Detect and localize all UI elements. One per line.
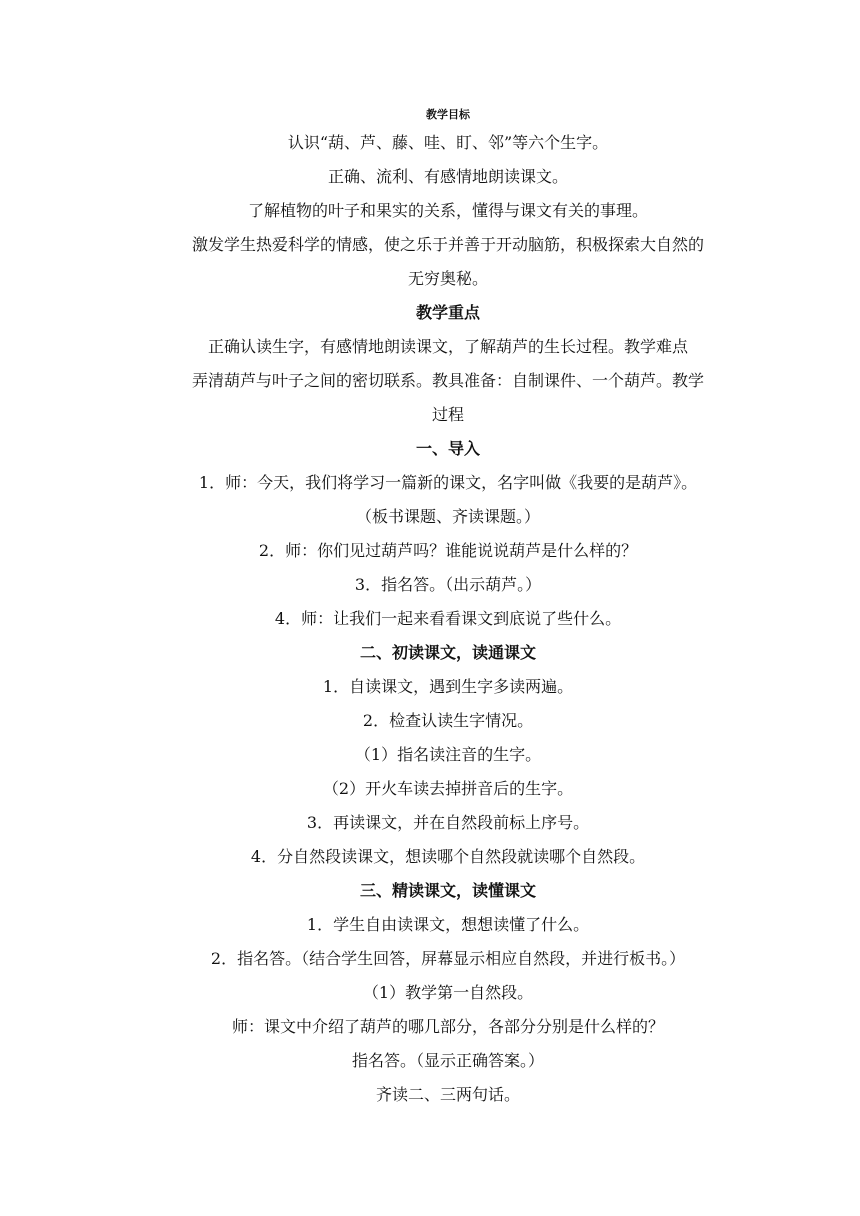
section-line: 2．师：你们见过葫芦吗？谁能说说葫芦是什么样的？ [258,541,638,560]
document-title: 教学目标 [426,108,470,121]
section-line: 指名答。（显示正确答案。） [351,1051,544,1070]
section-line: 4．师：让我们一起来看看课文到底说了些什么。 [274,609,622,628]
goal-line: 正确、流利、有感情地朗读课文。 [327,167,568,186]
section-heading-close-reading: 三、精读课文，读懂课文 [359,881,536,900]
section-line: 师：课文中介绍了葫芦的哪几部分，各部分分别是什么样的？ [231,1017,664,1036]
section-line: 1．自读课文，遇到生字多读两遍。 [322,677,574,696]
section-line: 2．指名答。（结合学生回答，屏幕显示相应自然段，并进行板书。） [210,949,686,968]
section-line: 3．指名答。（出示葫芦。） [354,575,542,594]
document-page [160,104,736,1112]
goal-line: 激发学生热爱科学的情感，使之乐于并善于开动脑筋，积极探索大自然的 [191,235,704,254]
goal-line: 了解植物的叶子和果实的关系，懂得与课文有关的事理。 [247,201,648,220]
section-line: 4．分自然段读课文，想读哪个自然段就读哪个自然段。 [250,847,646,866]
section-heading-first-reading: 二、初读课文，读通课文 [359,643,536,662]
section-line: 1．师：今天，我们将学习一篇新的课文，名字叫做《我要的是葫芦》。 [198,473,698,492]
section-line: 1．学生自由读课文，想想读懂了什么。 [306,915,590,934]
section-line: （2）开火车读去掉拼音后的生字。 [322,779,574,798]
key-points-line: 正确认读生字，有感情地朗读课文，了解葫芦的生长过程。教学难点 [207,337,688,356]
key-points-line: 弄清葫芦与叶子之间的密切联系。教具准备：自制课件、一个葫芦。教学 [191,371,704,390]
section-heading-intro: 一、导入 [415,439,480,458]
key-points-line: 过程 [431,405,464,424]
section-line: （板书课题、齐读课题。） [355,507,540,526]
section-line: （1）指名读注音的生字。 [354,745,542,764]
section-line: 齐读二、三两句话。 [375,1085,520,1104]
key-points-heading: 教学重点 [415,303,480,322]
section-line: （1）教学第一自然段。 [362,983,534,1002]
section-line: 2．检查认读生字情况。 [362,711,534,730]
section-line: 3．再读课文，并在自然段前标上序号。 [306,813,590,832]
goal-line: 认识“葫、芦、藤、哇、盯、邻”等六个生字。 [287,133,609,152]
goal-line: 无穷奥秘。 [407,269,488,288]
